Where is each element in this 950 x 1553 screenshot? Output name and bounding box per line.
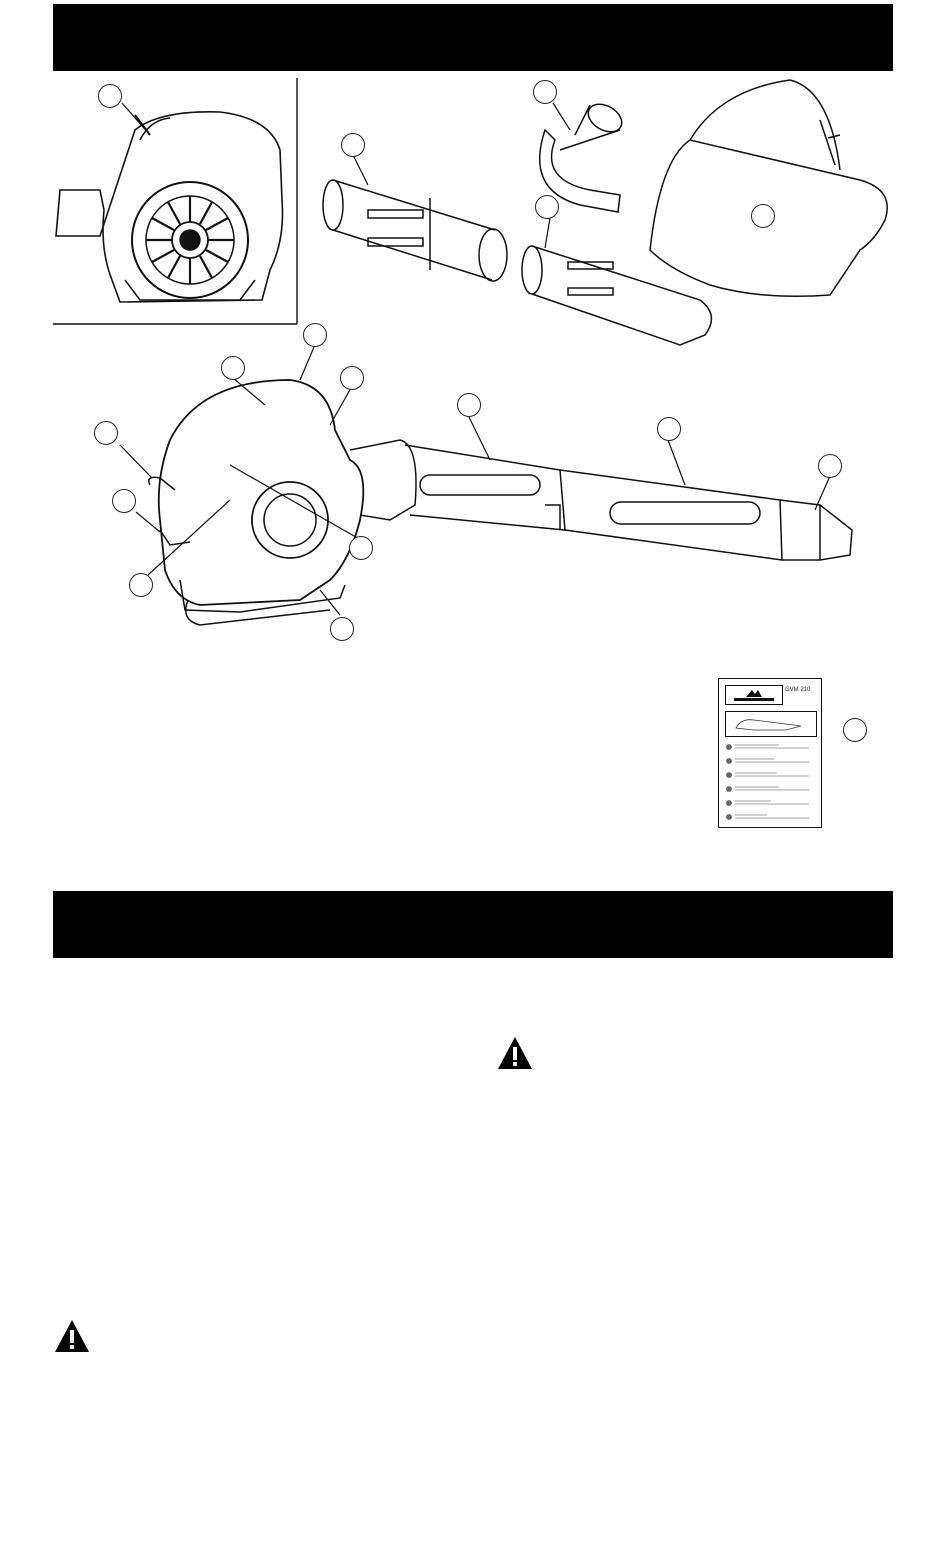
callout-11	[818, 454, 842, 478]
main-blower-assembly	[149, 380, 852, 625]
lower-blower-tube	[522, 246, 711, 345]
callout-6	[303, 323, 327, 347]
decal-blower-icon	[726, 712, 816, 736]
mcculloch-logo-icon	[726, 686, 782, 704]
callout-2	[341, 133, 365, 157]
callout-14	[349, 536, 373, 560]
warning-triangle-icon	[497, 1036, 533, 1070]
upper-blower-tube	[323, 180, 507, 281]
warning-triangle-icon	[54, 1319, 90, 1353]
callout-5	[751, 204, 775, 228]
callout-7	[221, 356, 245, 380]
callout-1	[98, 84, 122, 108]
engine-inset	[53, 78, 297, 324]
decal-brand-logo	[725, 685, 783, 705]
callout-13	[112, 489, 136, 513]
decal-illustration	[725, 711, 817, 737]
callout-12	[94, 421, 118, 445]
callout-15	[129, 573, 153, 597]
callout-8	[340, 366, 364, 390]
callout-17	[843, 718, 867, 742]
callout-16	[330, 617, 354, 641]
decal-instruction-rows	[719, 741, 823, 831]
callout-4	[535, 195, 559, 219]
callout-9	[457, 393, 481, 417]
callout-3	[533, 80, 557, 104]
vacuum-bag	[650, 80, 887, 296]
decal-model: GVM 210	[785, 687, 811, 693]
vacuum-elbow-tube	[540, 99, 627, 212]
operator-decal	[718, 678, 822, 828]
callout-10	[657, 417, 681, 441]
